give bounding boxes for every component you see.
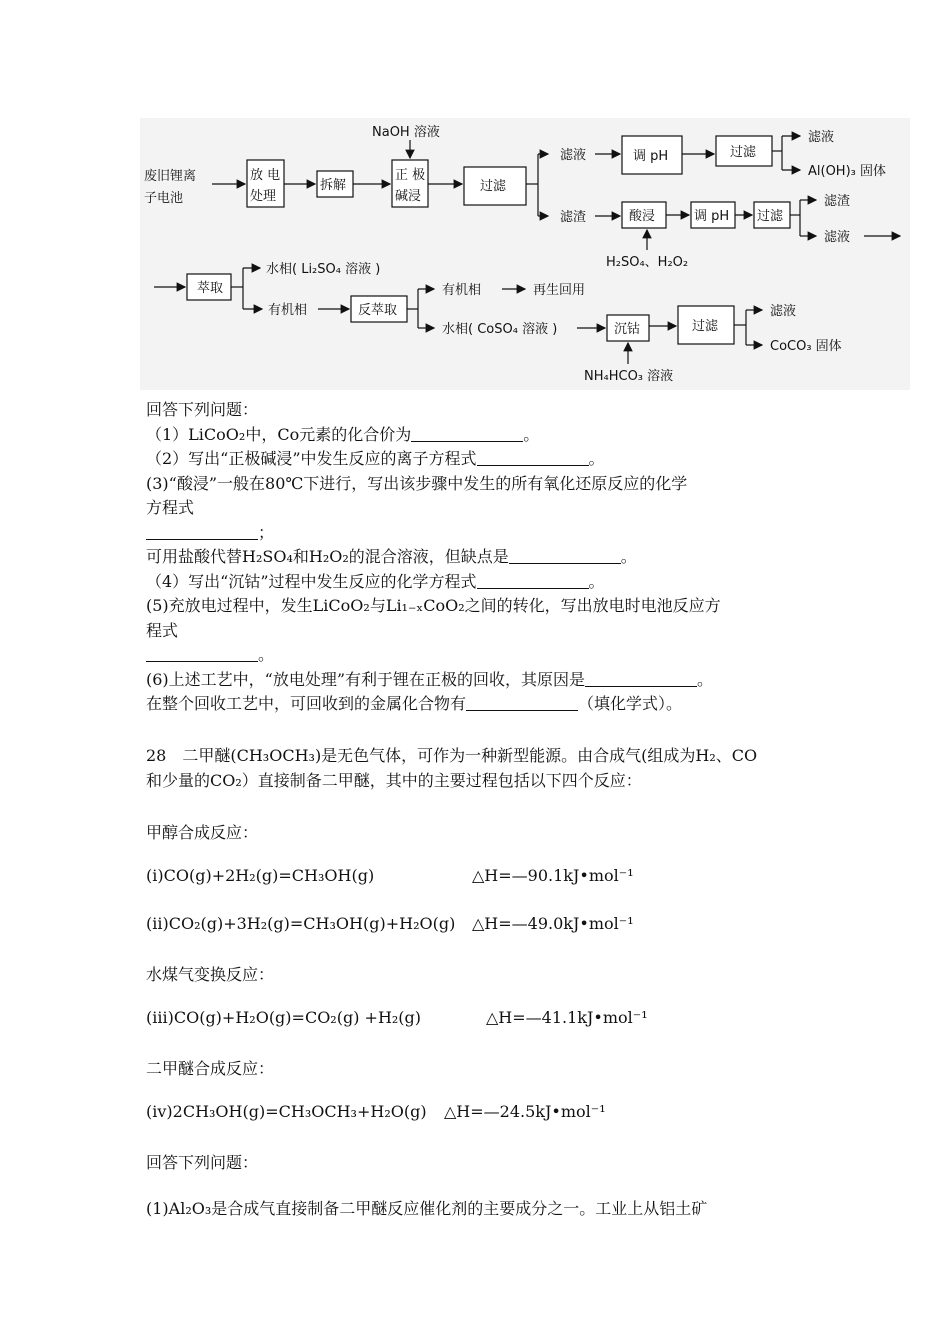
process-flowchart [140, 118, 910, 390]
reaction-ii: (ii)CO₂(g)+3H₂(g)=CH₃OH(g)+H₂O(g) △H=—49.0kJ•mol⁻¹ [146, 914, 634, 933]
label-back-extract: 反萃取 [358, 303, 398, 318]
label-precip-co: 沉钴 [614, 322, 641, 337]
label-filter1: 过滤 [480, 179, 507, 194]
label-reagents-acid: H₂SO₄、H₂O₂ [606, 255, 689, 270]
q27-5b: 程式 [146, 620, 179, 640]
q27-1: （1）LiCoO₂中，Co元素的化合价为 。 [146, 424, 540, 444]
q28-intro-b: 和少量的CO₂）直接制备二甲醚，其中的主要过程包括以下四个反应： [146, 770, 642, 790]
reaction-iv: (iv)2CH₃OH(g)=CH₃OCH₃+H₂O(g) △H=—24.5kJ•mol⁻¹ [146, 1102, 606, 1121]
answer-blank[interactable] [146, 645, 258, 662]
label-leach-2: 碱浸 [395, 189, 422, 204]
q27-3d: 可用盐酸代替H₂SO₄和H₂O₂的混合溶液，但缺点是 。 [146, 547, 637, 566]
label-filtrate-out: 滤液 [808, 130, 835, 145]
label-discharge-2: 处理 [250, 189, 277, 204]
label-aloh3: Al(OH)₃ 固体 [808, 164, 887, 179]
answer-blank[interactable] [466, 694, 578, 711]
label-waste-battery-1: 废旧锂离 [144, 169, 197, 184]
label-residue2: 滤渣 [824, 194, 851, 209]
q28-1: (1)Al₂O₃是合成气直接制备二甲醚反应催化剂的主要成分之一。工业上从铝土矿 [146, 1199, 708, 1218]
label-filter4: 过滤 [692, 319, 719, 334]
label-naoh: NaOH 溶液 [372, 125, 440, 140]
label-filter2: 过滤 [730, 145, 757, 160]
q27-intro: 回答下列问题： [146, 400, 259, 419]
reaction-iv-dh: △H=—24.5kJ•mol⁻¹ [444, 1102, 606, 1121]
label-organic1: 有机相 [268, 303, 308, 318]
answer-blank[interactable] [477, 449, 589, 466]
q27-3b: 方程式 [146, 498, 195, 517]
q28-intro-a: 28 二甲醚(CH₃OCH₃)是无色气体，可作为一种新型能源。由合成气(组成为H₂、CO [146, 746, 758, 765]
label-filter3: 过滤 [757, 209, 784, 224]
label-residue1: 滤渣 [560, 210, 587, 225]
label-leach-1: 正 极 [395, 168, 426, 183]
heading-water-gas: 水煤气变换反应： [146, 965, 275, 984]
reaction-i-dh: △H=—90.1kJ•mol⁻¹ [472, 866, 634, 885]
label-extract: 萃取 [197, 281, 224, 296]
label-discharge-1: 放 电 [250, 168, 281, 183]
label-filtrate1: 滤液 [560, 148, 587, 163]
label-coco3: CoCO₃ 固体 [770, 339, 842, 354]
reaction-iii-dh: △H=—41.1kJ•mol⁻¹ [486, 1008, 648, 1027]
q27-2: （2）写出“正极碱浸”中发生反应的离子方程式 。 [146, 449, 605, 468]
answer-blank[interactable] [509, 547, 621, 564]
q27-3c: ； [146, 521, 826, 546]
label-nh4hco3: NH₄HCO₃ 溶液 [584, 369, 674, 384]
heading-dme: 二甲醚合成反应： [146, 1059, 275, 1078]
label-recycle: 再生回用 [533, 283, 586, 298]
q27-6b: 在整个回收工艺中，可回收到的金属化合物有 （填化学式）。 [146, 694, 683, 713]
label-organic2: 有机相 [442, 283, 482, 298]
label-waste-battery-2: 子电池 [144, 191, 184, 206]
q27-5c: 。 [146, 643, 826, 668]
answer-blank[interactable] [477, 572, 589, 589]
q27-6a: (6)上述工艺中，“放电处理”有利于锂在正极的回收，其原因是 。 [146, 669, 714, 689]
question-28-intro [146, 744, 826, 793]
answer-blank[interactable] [411, 425, 523, 442]
label-dismantle: 拆解 [320, 178, 347, 193]
answer-blank[interactable] [585, 670, 697, 687]
q27-3a: (3)“酸浸”一般在80℃下进行，写出该步骤中发生的所有氧化还原反应的化学 [146, 473, 688, 493]
label-aqueous-co: 水相( CoSO₄ 溶液 ) [442, 322, 558, 337]
label-filtrate2: 滤液 [824, 230, 851, 245]
reaction-ii-dh: △H=—49.0kJ•mol⁻¹ [472, 914, 634, 933]
answer-blank[interactable] [146, 523, 258, 540]
reaction-i: (i)CO(g)+2H₂(g)=CH₃OH(g) △H=—90.1kJ•mol⁻¹ [146, 866, 634, 885]
label-adjust-ph1: 调 pH [633, 149, 669, 164]
q27-5a: (5)充放电过程中，发生LiCoO₂与Li₁₋ₓCoO₂之间的转化，写出放电时电池反应方 [146, 596, 721, 615]
question-27-block [146, 398, 826, 717]
label-aqueous-li: 水相( Li₂SO₄ 溶液 ) [266, 262, 381, 277]
q27-4: （4）写出“沉钴”过程中发生反应的化学方程式 。 [146, 571, 605, 591]
flowchart-svg [140, 118, 910, 390]
q28-answer-intro: 回答下列问题： [146, 1153, 259, 1172]
label-adjust-ph2: 调 pH [694, 209, 730, 224]
label-acid-leach: 酸浸 [629, 209, 656, 224]
heading-methanol: 甲醇合成反应： [146, 823, 259, 842]
label-filtrate3: 滤液 [770, 304, 797, 319]
reaction-iii: (iii)CO(g)+H₂O(g)=CO₂(g) +H₂(g) △H=—41.1kJ•mol⁻¹ [146, 1008, 648, 1027]
